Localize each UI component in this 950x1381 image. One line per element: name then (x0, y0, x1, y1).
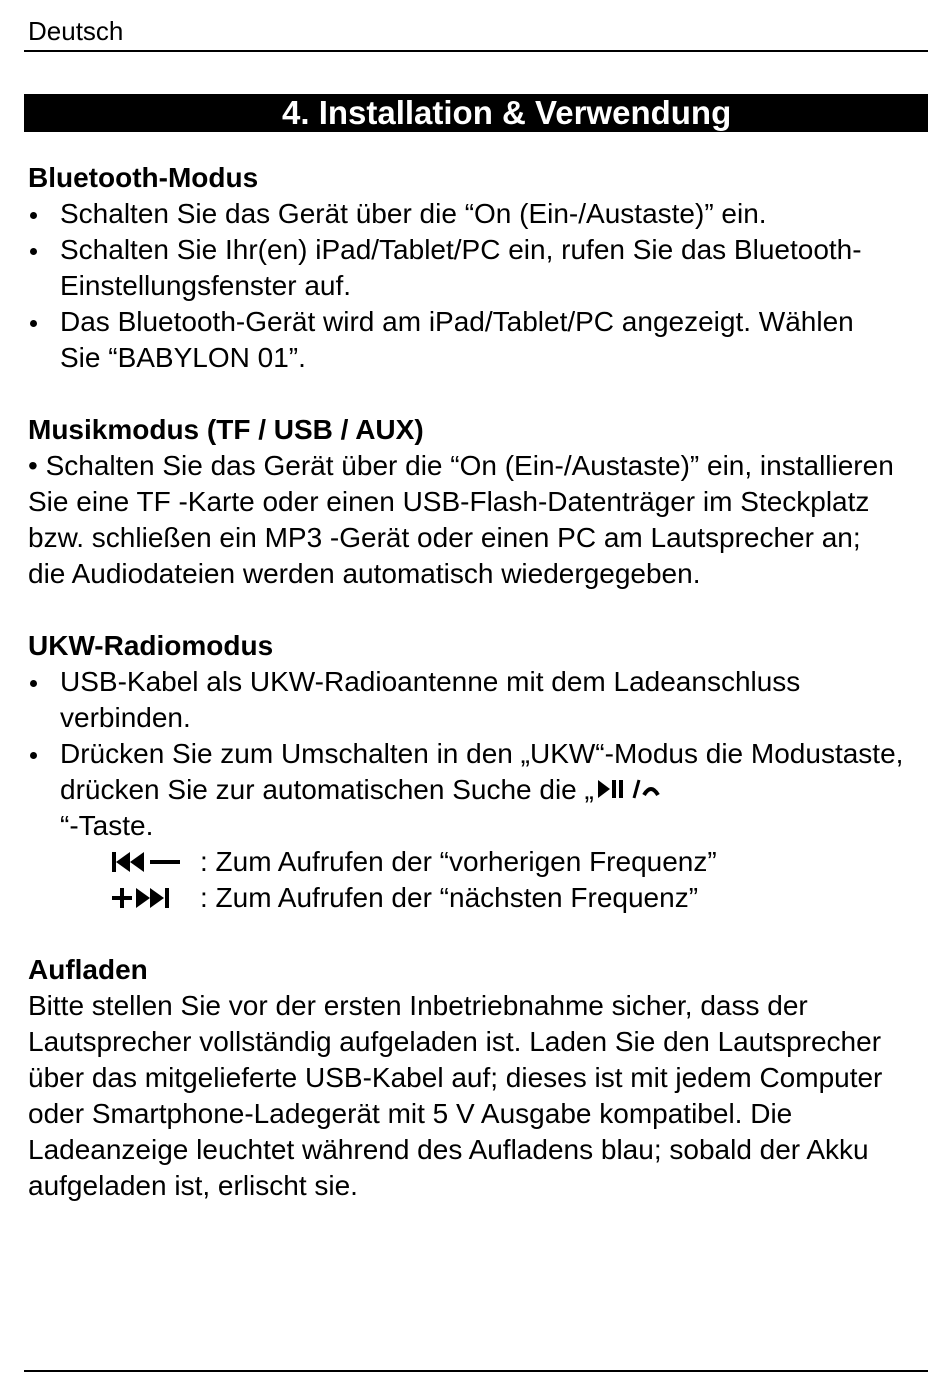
section-title: 4. Installation & Verwendung (282, 94, 732, 131)
language-label: Deutsch (28, 16, 124, 46)
list-item: Das Bluetooth-Gerät wird am iPad/Tablet/PC angezeigt. Wählen Sie “BABYLON 01”. (28, 304, 928, 376)
header-divider (24, 50, 928, 52)
music-section (28, 412, 928, 592)
radio-item-text: USB-Kabel als UKW-Radioantenne mit dem Ladeanschluss verbinden. (60, 666, 801, 733)
bluetooth-section (28, 160, 928, 376)
bluetooth-heading: Bluetooth-Modus (28, 162, 259, 193)
charging-heading: Aufladen (28, 954, 148, 985)
radio-item-text: “-Taste. (60, 810, 154, 841)
prev-frequency-label: : Zum Aufrufen der “vorherigen Frequenz” (200, 846, 717, 877)
list-item: Schalten Sie Ihr(en) iPad/Tablet/PC ein, rufen Sie das Bluetooth-Einstellungsfenster auf. (28, 232, 928, 304)
next-frequency-line (28, 880, 928, 916)
charging-text: Bitte stellen Sie vor der ersten Inbetriebnahme sicher, dass der Lautsprecher vollständig aufgeladen ist. Laden Sie den Lautsprecher über das mitgelieferte USB-Kabel auf; dieses ist mit jedem Computer oder Smartphone-Ladegerät mit 5 V Ausgabe kompatibel. Die Ladeanzeige leuchtet während des Aufladens blau; sobald der Akku aufgeladen ist, erlischt sie. (28, 990, 883, 1201)
radio-list (28, 664, 928, 844)
list-item (28, 736, 928, 844)
plus-next-icon (110, 885, 184, 911)
list-item (28, 664, 928, 736)
list-item: Schalten Sie das Gerät über die “On (Ein-/Austaste)” ein. (28, 196, 928, 232)
previous-minus-icon (110, 849, 184, 875)
music-heading: Musikmodus (TF / USB / AUX) (28, 414, 424, 445)
charging-section (28, 952, 928, 1204)
radio-section (28, 628, 928, 916)
next-frequency-label: : Zum Aufrufen der “nächsten Frequenz” (200, 882, 699, 913)
section-banner (24, 94, 928, 132)
footer-divider (24, 1370, 928, 1372)
prev-frequency-line (28, 844, 928, 880)
manual-content (28, 160, 928, 1240)
bluetooth-list (28, 196, 928, 376)
radio-item-text: Drücken Sie zum Umschalten in den „UKW“-Modus die Modustaste, drücken Sie zur automatischen Suche die „ (60, 738, 904, 805)
radio-heading: UKW-Radiomodus (28, 630, 274, 661)
music-text: • Schalten Sie das Gerät über die “On (Ein-/Austaste)” ein, installieren Sie eine TF -Karte oder einen USB-Flash-Datenträger im Steckplatz bzw. schließen ein MP3 -Gerät oder einen PC am Lautsprecher an; die Audiodateien werden automatisch wiedergegeben. (28, 450, 894, 589)
play-pause-icon (594, 775, 660, 803)
